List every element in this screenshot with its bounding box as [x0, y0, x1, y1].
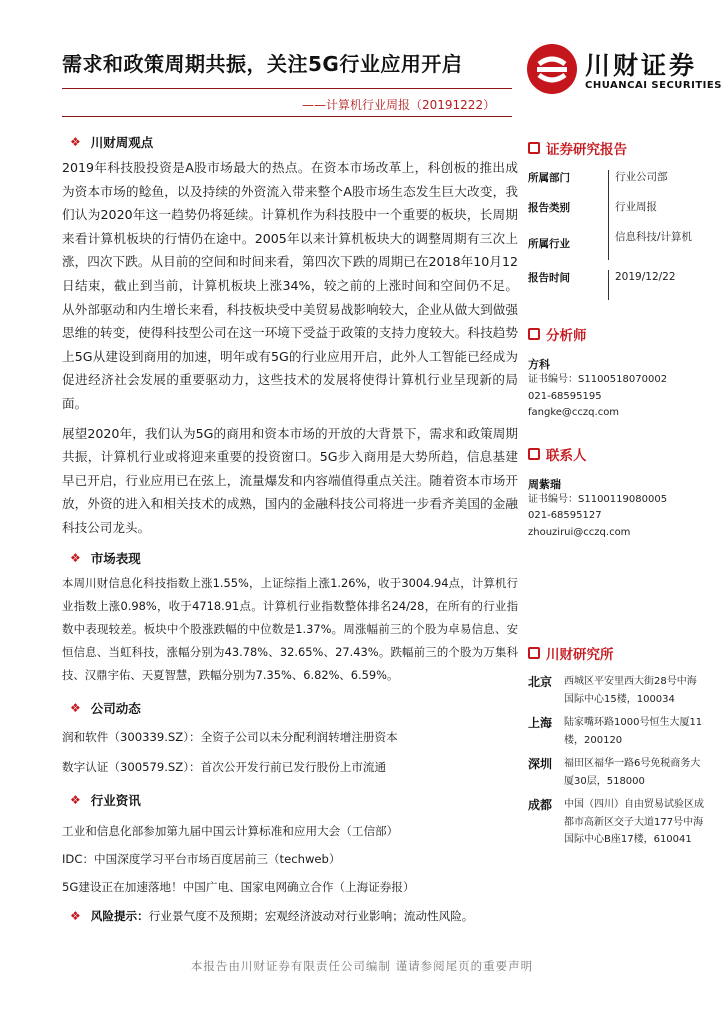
title-rule-top: [62, 88, 512, 89]
industry-item: 5G建设正在加速落地！中国广电、国家电网确立合作（上海证券报）: [62, 879, 415, 894]
market-paragraph: 本周川财信息化科技指数上涨1.55%，上证综指上涨1.26%，收于3004.94点，计算机行业指数上涨0.98%，收于4718.91点。计算机行业指数整体排名24/28，在所有的行业指数中表现较差。板块中个股涨跌幅的中位数是1.37%。周涨幅前三的个股为卓易信息、安恒信息、当虹科技，涨幅分别为43.78%、32.65%、27.43%。跌幅前三的个股为万集科技、汉鼎宇佑、天夏智慧，跌幅分别为7.35%、6.82%、6.59%。: [62, 575, 518, 683]
report-info-heading: 证券研究报告: [528, 138, 708, 158]
info-row: 所属行业 信息科技/计算机: [528, 230, 708, 270]
analyst-name: 方科: [528, 358, 550, 371]
analyst-heading: 分析师: [528, 324, 708, 344]
contact-cert: 证书编号：S1100119080005: [528, 493, 668, 505]
main-content: [62, 130, 518, 928]
analyst-phone: 021-68595195: [528, 390, 602, 402]
section-view-heading: ❖ 川财周观点: [70, 135, 154, 150]
section-market-heading: ❖ 市场表现: [70, 550, 141, 566]
section-company-heading: ❖ 公司动态: [70, 700, 141, 716]
industry-item: 工业和信息化部参加第九届中国云计算标准和应用大会（工信部）: [62, 823, 399, 838]
view-paragraph-2: 展望2020年，我们认为5G的商用和资本市场的开放的大背景下，需求和政策周期共振，计算机行业或将迎来重要的投资窗口。5G步入商用是大势所趋，信息基建早已开启，行业应用已在弦上，流量爆发和内容端值得重点关注。随着资本市场开放，外资的进入和相关技术的成熟，国内的金融科技公司将进一步看齐美国的金融科技公司龙头。: [62, 425, 518, 535]
sidebar: [528, 138, 708, 855]
diamond-bullet-icon: ❖: [70, 135, 81, 149]
office-entry: 成都 中国（四川）自由贸易试验区成都市高新区交子大道177号中海国际中心B座17楼，610041: [528, 798, 704, 845]
brand-logo: [527, 44, 722, 98]
industry-item: IDC：中国深度学习平台市场百度居前三（techweb）: [62, 851, 341, 866]
logo-english-name: CHUANCAI SECURITIES: [585, 80, 722, 91]
diamond-bullet-icon: ❖: [70, 700, 81, 715]
section-box-icon: [528, 647, 540, 659]
diamond-bullet-icon: ❖: [70, 792, 81, 807]
report-subtitle: ——计算机行业周报（20191222）: [302, 98, 496, 112]
title-rule-bottom: [62, 116, 512, 117]
logo-emblem-icon: [527, 44, 577, 94]
section-box-icon: [528, 328, 540, 340]
diamond-bullet-icon: ❖: [70, 550, 81, 565]
view-paragraph-1: 2019年科技股投资是A股市场最大的热点。在资本市场改革上，科创板的推出成为资本市场的鲶鱼，以及持续的外资流入带来整个A股市场生态发生巨大改变，我们认为2020年这一趋势仍将延续。计算机作为科技股中一个重要的板块，长周期来看计算机板块的行情仍在途中。2005年以来计算机板块大的调整周期有三次上涨，四次下跌。从目前的空间和时间来看，第四次下跌的周期已在2018年10月12日结束，截止到当前，计算机板块上涨34%，较之前的上涨时间和空间仍不足。从外部驱动和内生增长来看，科技板块受中美贸易战影响较大，企业从做大到做强思维的转变，使得科技型公司在这一环境下受益于政策的支持力度较大。科技趋势上5G从建设到商用的加速，明年或有5G的行业应用开启，此外人工智能已经成为促进经济社会发展的重要驱动力，这些技术的发展将使得计算机行业呈现新的局面。: [62, 160, 518, 411]
section-industry-heading: ❖ 行业资讯: [70, 792, 141, 808]
contact-heading: 联系人: [528, 444, 708, 464]
info-row: 报告时间 2019/12/22: [528, 270, 708, 300]
diamond-bullet-icon: ❖: [70, 908, 81, 923]
company-item: 数字认证（300579.SZ）：首次公开发行前已发行股份上市流通: [62, 759, 387, 774]
risk-warning: ❖ 风险提示： 行业景气度不及预期；宏观经济波动对行业影响；流动性风险。: [70, 908, 474, 923]
logo-chinese-name: 川财证券: [585, 51, 698, 80]
office-entry: 北京 西城区平安里西大街28号中海国际中心15楼，100034: [528, 675, 697, 705]
section-box-icon: [528, 448, 540, 460]
info-row: 所属部门 行业公司部: [528, 170, 708, 200]
analyst-email[interactable]: fangke@cczq.com: [528, 407, 620, 418]
report-title: 需求和政策周期共振，关注5G行业应用开启: [62, 52, 463, 76]
page-footer-disclaimer: 本报告由川财证券有限责任公司编制 谨请参阅尾页的重要声明: [190, 959, 534, 973]
analyst-cert: 证书编号：S1100518070002: [528, 374, 668, 385]
office-entry: 上海 陆家嘴环路1000号恒生大厦11楼，200120: [528, 716, 703, 746]
company-item: 润和软件（300339.SZ）：全资子公司以未分配利润转增注册资本: [62, 729, 398, 744]
section-box-icon: [528, 142, 540, 154]
contact-phone: 021-68595127: [528, 510, 602, 521]
contact-name: 周紫瑞: [528, 477, 561, 491]
contact-email[interactable]: zhouzirui@cczq.com: [528, 526, 631, 538]
info-row: 报告类别 行业周报: [528, 200, 708, 230]
office-entry: 深圳 福田区福华一路6号免税商务大厦30层，518000: [528, 757, 701, 787]
institute-heading: 川财研究所: [528, 643, 708, 663]
